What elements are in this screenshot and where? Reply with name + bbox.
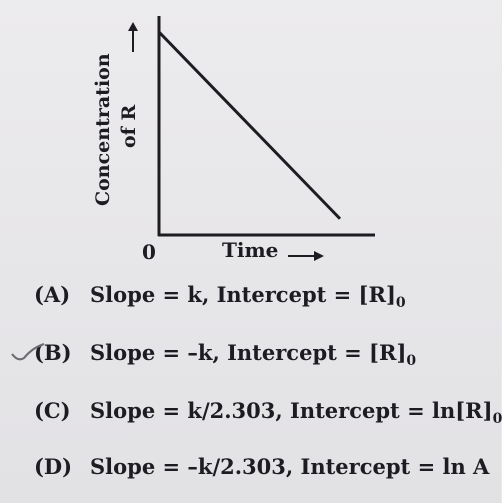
option-subscript: 0 xyxy=(492,411,502,428)
option-text: Slope = –k, Intercept = [R] xyxy=(90,340,407,365)
option-letter: (B) xyxy=(34,340,72,365)
option-a[interactable] xyxy=(34,282,406,311)
y-axis-label xyxy=(86,36,146,216)
y-axis-label-line1: Concentration xyxy=(92,53,114,206)
origin-tick-label: 0 xyxy=(142,240,156,264)
option-text: Slope = k/2.303, Intercept = ln[R] xyxy=(90,398,493,423)
option-b[interactable] xyxy=(34,340,416,369)
option-letter: (D) xyxy=(34,454,73,479)
option-text: Slope = –k/2.303, Intercept = ln A xyxy=(90,454,490,479)
option-subscript: 0 xyxy=(395,295,406,312)
option-letter: (C) xyxy=(34,398,71,423)
option-c[interactable] xyxy=(34,398,502,427)
check-stroke xyxy=(12,344,44,359)
y-axis-label-line2: of R xyxy=(118,104,140,148)
option-text: Slope = k, Intercept = [R] xyxy=(90,282,396,307)
x-arrow-head xyxy=(314,251,324,261)
x-axis-label: Time xyxy=(222,238,279,262)
option-letter: (A) xyxy=(34,282,71,307)
y-arrow-head xyxy=(128,22,138,31)
pencil-check-mark xyxy=(8,340,48,370)
series-line xyxy=(159,32,340,219)
option-d[interactable] xyxy=(34,454,489,483)
option-subscript: 0 xyxy=(406,353,417,370)
